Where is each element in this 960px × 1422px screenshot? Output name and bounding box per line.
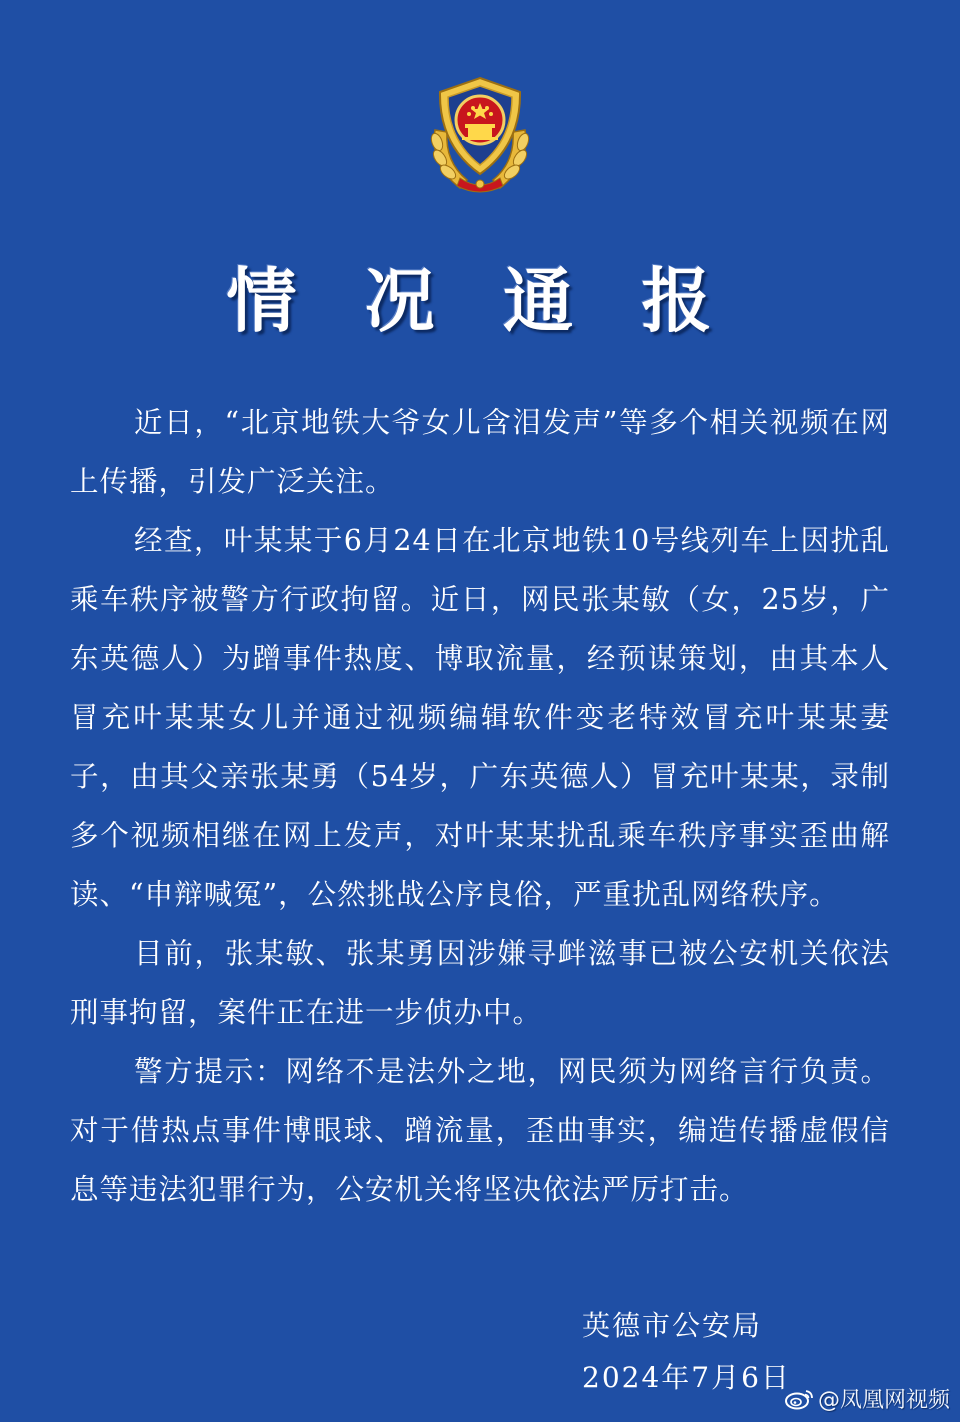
- notice-body: [70, 393, 890, 1219]
- signature-date: 2024年7月6日: [582, 1361, 791, 1394]
- page-title: 情 况 通 报: [226, 260, 734, 342]
- signature-block: [582, 1300, 791, 1404]
- paragraph: 警方提示：网络不是法外之地，网民须为网络言行负责。对于借热点事件博眼球、蹭流量，歪曲事实，编造传播虚假信息等违法犯罪行为，公安机关将坚决依法严厉打击。: [70, 1055, 890, 1206]
- police-emblem-icon: [415, 70, 545, 200]
- signature-organization: 英德市公安局: [582, 1309, 763, 1342]
- paragraph: 经查，叶某某于6月24日在北京地铁10号线列车上因扰乱乘车秩序被警方行政拘留。近日，网民张某敏（女，25岁，广东英德人）为蹭事件热度、博取流量，经预谋策划，由其本人冒充叶某某女儿并通过视频编辑软件变老特效冒充叶某某妻子，由其父亲张某勇（54岁，广东英德人）冒充叶某某，录制多个视频相继在网上发声，对叶某某扰乱乘车秩序事实歪曲解读、“申辩喊冤”，公然挑战公序良俗，严重扰乱网络秩序。: [70, 524, 890, 911]
- watermark-text: @凤凰网视频: [817, 1388, 950, 1413]
- watermark: [784, 1383, 950, 1414]
- weibo-icon: [784, 1388, 814, 1410]
- paragraph: 近日，“北京地铁大爷女儿含泪发声”等多个相关视频在网上传播，引发广泛关注。: [70, 406, 890, 498]
- paragraph: 目前，张某敏、张某勇因涉嫌寻衅滋事已被公安机关依法刑事拘留，案件正在进一步侦办中。: [70, 937, 890, 1029]
